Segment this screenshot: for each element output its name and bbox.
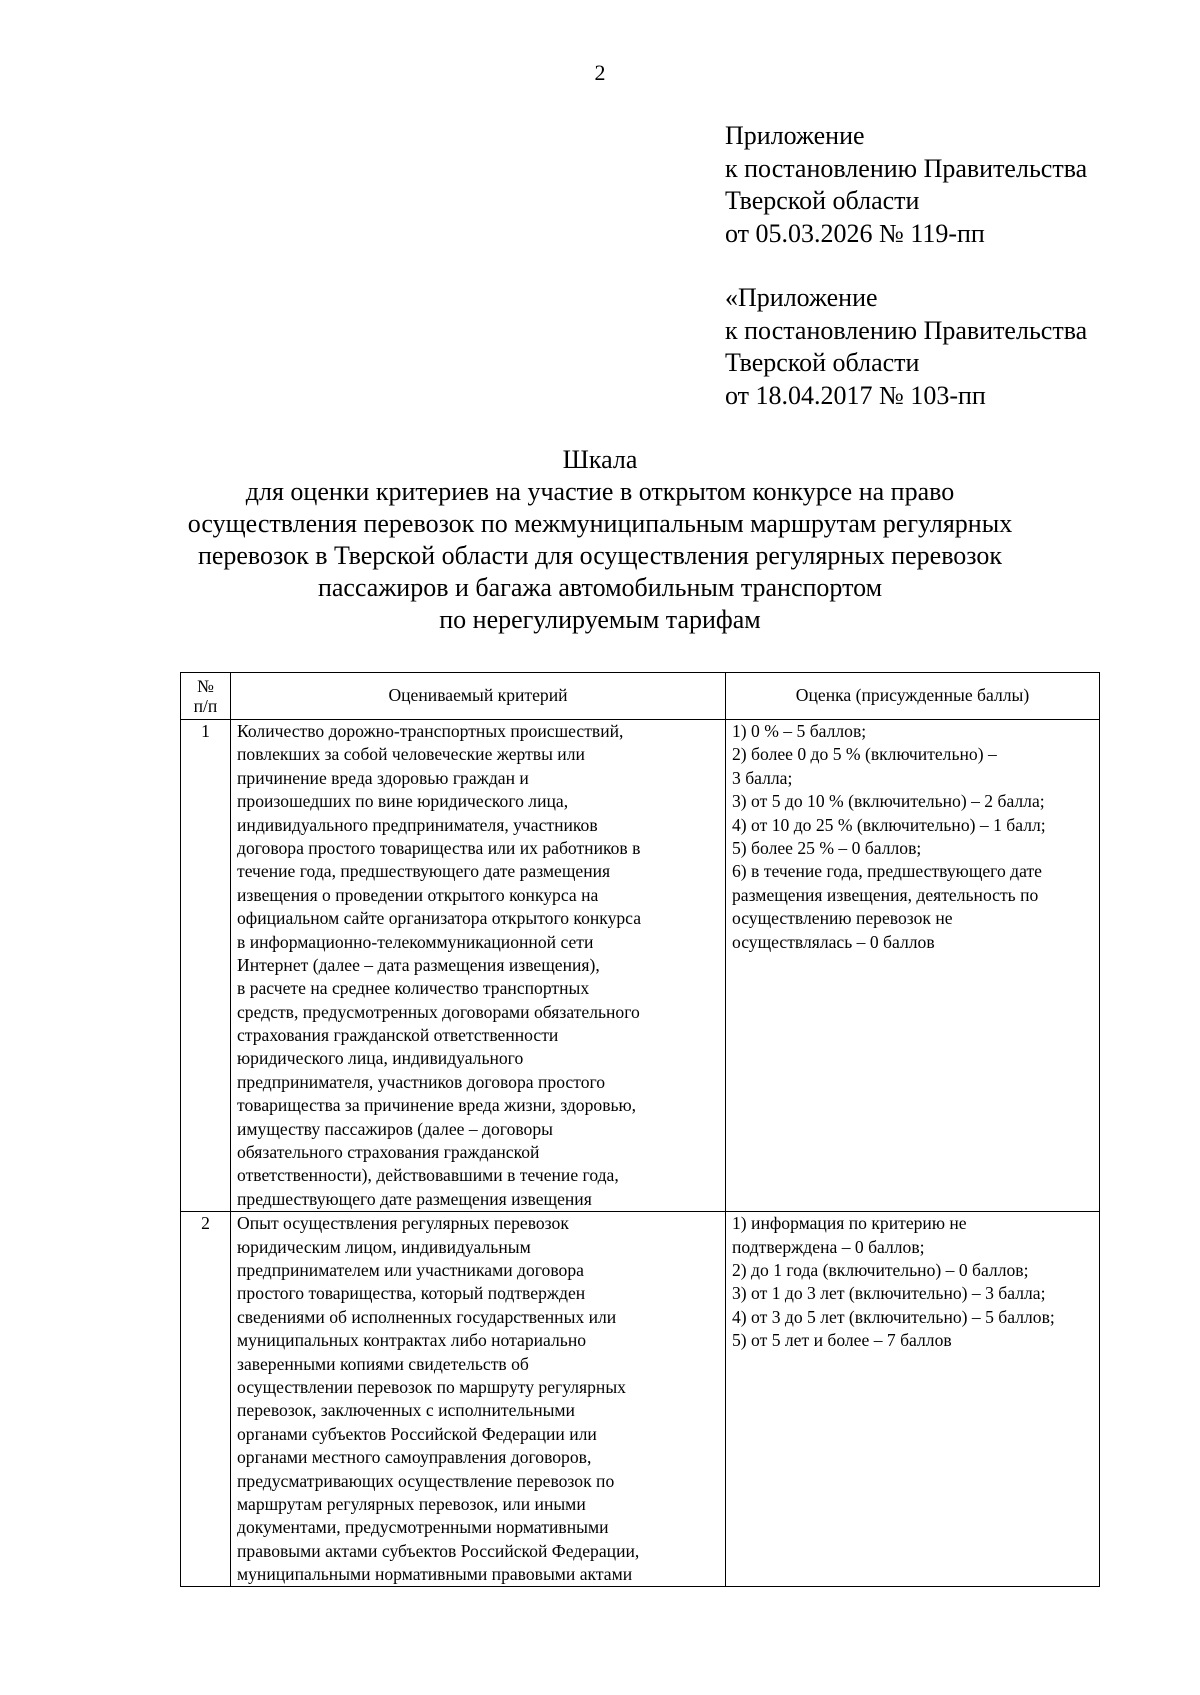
- criterion-line: в расчете на среднее количество транспортных: [237, 978, 590, 999]
- score-line: 1) 0 % – 5 баллов;: [732, 721, 867, 741]
- score-line: 5) от 5 лет и более – 7 баллов: [732, 1330, 952, 1351]
- row-number: 1: [181, 720, 231, 1212]
- score-line: 3 балла;: [732, 767, 793, 788]
- annex-current-reference: [725, 120, 1087, 250]
- criterion-cell: [231, 1212, 726, 1587]
- criterion-line: Интернет (далее – дата размещения извещения),: [237, 954, 600, 975]
- score-line: 3) от 5 до 10 % (включительно) – 2 балла;: [732, 791, 1045, 812]
- header-criterion: Оцениваемый критерий: [231, 673, 726, 720]
- criterion-line: страхования гражданской ответственности: [237, 1025, 559, 1046]
- title-subtitle-line: для оценки критериев на участие в открытом конкурсе на право: [245, 477, 955, 506]
- score-line: 3) от 1 до 3 лет (включительно) – 3 балла;: [732, 1283, 1046, 1304]
- criterion-line: официальном сайте организатора открытого конкурса: [237, 908, 642, 929]
- annex-original-reference: [725, 282, 1087, 412]
- header-num-line: №: [197, 676, 214, 696]
- criterion-line: товарищества за причинение вреда жизни, здоровью,: [237, 1095, 637, 1116]
- score-line: осуществлению перевозок не: [732, 908, 953, 929]
- score-line: 6) в течение года, предшествующего дате: [732, 861, 1042, 882]
- criterion-line: муниципальными нормативными правовыми актами: [237, 1564, 633, 1585]
- title-heading: Шкала: [562, 445, 638, 474]
- annex-current-line: Приложение: [725, 121, 865, 150]
- score-cell: [726, 1212, 1100, 1587]
- annex-current-line: от 05.03.2026 № 119-пп: [725, 218, 985, 248]
- criterion-line: индивидуального предпринимателя, участников: [237, 814, 598, 835]
- table-row: [181, 720, 1100, 1212]
- title-subtitle-line: осуществления перевозок по межмуниципальным маршрутам регулярных: [187, 509, 1013, 538]
- criterion-line: Опыт осуществления регулярных перевозок: [237, 1213, 569, 1234]
- page-number: 2: [594, 60, 606, 85]
- criterion-line: повлекших за собой человеческие жертвы или: [237, 744, 585, 765]
- criterion-line: в информационно-телекоммуникационной сети: [237, 931, 594, 952]
- annex-current-line: Тверской области: [725, 186, 920, 215]
- criterion-line: заверенными копиями свидетельств об: [237, 1353, 529, 1374]
- header-score: Оценка (присужденные баллы): [726, 673, 1100, 720]
- criterion-line: предусматривающих осуществление перевозок по: [237, 1470, 615, 1491]
- criterion-line: предпринимателя, участников договора простого: [237, 1071, 606, 1092]
- annex-original-line: «Приложение: [725, 283, 878, 312]
- criterion-cell: [231, 720, 726, 1212]
- criterion-line: Количество дорожно-транспортных происшествий,: [237, 721, 624, 741]
- annex-current-line: к постановлению Правительства: [725, 153, 1088, 183]
- criterion-line: обязательного страхования гражданской: [237, 1142, 540, 1163]
- annex-original-line: от 18.04.2017 № 103-пп: [725, 380, 986, 410]
- criterion-line: предпринимателем или участниками договора: [237, 1259, 584, 1280]
- title-subtitle-line: по нерегулируемым тарифам: [439, 605, 761, 634]
- title-subtitle-line: перевозок в Тверской области для осуществления регулярных перевозок: [197, 541, 1003, 570]
- criterion-line: договора простого товарищества или их работников в: [237, 837, 641, 858]
- table-row: [181, 1212, 1100, 1587]
- criterion-line: перевозок, заключенных с исполнительными: [237, 1400, 575, 1421]
- score-line: размещения извещения, деятельность по: [732, 884, 1039, 905]
- table-header-row: [181, 673, 1100, 720]
- criterion-line: причинение вреда здоровью граждан и: [237, 767, 529, 788]
- criterion-line: сведениями об исполненных государственных или: [237, 1306, 617, 1327]
- criterion-line: простого товарищества, который подтвержден: [237, 1283, 586, 1304]
- criterion-line: ответственности), действовавшими в течение года,: [237, 1165, 619, 1186]
- score-line: 4) от 3 до 5 лет (включительно) – 5 баллов;: [732, 1306, 1055, 1327]
- score-line: подтверждена – 0 баллов;: [732, 1236, 925, 1257]
- annex-original-line: к постановлению Правительства: [725, 315, 1088, 345]
- criterion-line: юридического лица, индивидуального: [237, 1048, 524, 1069]
- title-subtitle-line: пассажиров и багажа автомобильным транспортом: [317, 573, 883, 602]
- score-line: 2) до 1 года (включительно) – 0 баллов;: [732, 1259, 1029, 1280]
- score-line: 2) более 0 до 5 % (включительно) –: [732, 744, 997, 765]
- criterion-line: маршрутам регулярных перевозок, или иными: [237, 1493, 586, 1514]
- score-cell: [726, 720, 1100, 1212]
- criterion-line: течение года, предшествующего дате размещения: [237, 861, 611, 882]
- annex-original-line: Тверской области: [725, 348, 920, 377]
- score-line: осуществлялась – 0 баллов: [732, 931, 935, 952]
- header-num: [181, 673, 231, 720]
- criterion-line: органами субъектов Российской Федерации или: [237, 1423, 597, 1444]
- score-line: 1) информация по критерию не: [732, 1213, 967, 1234]
- criterion-line: осуществлении перевозок по маршруту регулярных: [237, 1376, 626, 1397]
- score-line: 5) более 25 % – 0 баллов;: [732, 837, 922, 858]
- criterion-line: произошедших по вине юридического лица,: [237, 791, 569, 812]
- score-line: 4) от 10 до 25 % (включительно) – 1 балл;: [732, 814, 1046, 835]
- criterion-line: средств, предусмотренных договорами обязательного: [237, 1001, 640, 1022]
- criterion-line: имуществу пассажиров (далее – договоры: [237, 1118, 553, 1139]
- criterion-line: извещения о проведении открытого конкурса на: [237, 884, 599, 905]
- header-num-line: п/п: [193, 696, 218, 716]
- criterion-line: юридическим лицом, индивидуальным: [237, 1236, 531, 1257]
- criterion-line: органами местного самоуправления договоров,: [237, 1447, 592, 1468]
- criterion-line: муниципальных контрактах либо нотариально: [237, 1330, 587, 1351]
- row-number: 2: [181, 1212, 231, 1587]
- document-title: [150, 444, 1050, 636]
- criterion-line: документами, предусмотренными нормативными: [237, 1517, 609, 1538]
- criterion-line: предшествующего дате размещения извещения: [237, 1188, 592, 1209]
- criterion-line: правовыми актами субъектов Российской Федерации,: [237, 1540, 640, 1561]
- criteria-table: [180, 672, 1100, 1587]
